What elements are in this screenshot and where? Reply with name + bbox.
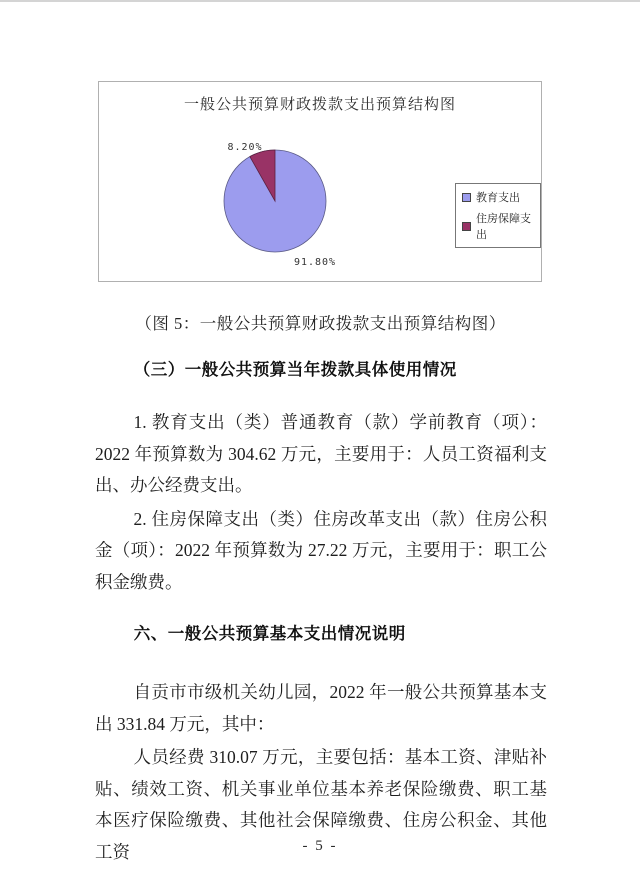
legend-swatch-housing <box>462 222 471 231</box>
pie-chart-panel <box>98 81 542 282</box>
paragraph-education-expense: 1. 教育支出（类）普通教育（款）学前教育（项）：2022 年预算数为 304.62 万元，主要用于：人员工资福利支出、办公经费支出。 <box>95 412 547 495</box>
chart-title: 一般公共预算财政拨款支出预算结构图 <box>183 97 456 113</box>
page-number: - 5 - <box>302 838 338 854</box>
paragraph-personnel-expense: 人员经费 310.07 万元，主要包括：基本工资、津贴补贴、绩效工资、机关事业单位基本养老保险缴费、职工基本医疗保险缴费、其他社会保障缴费、住房公积金、其他工资 <box>95 747 547 862</box>
section-6-heading: 六、一般公共预算基本支出情况说明 <box>133 625 406 643</box>
page-top-edge <box>0 0 640 2</box>
pie-label-housing: 8.20% <box>227 142 263 153</box>
document-body <box>95 312 547 868</box>
legend-label-housing: 住房保障支出 <box>476 213 531 241</box>
figure-caption: （图 5：一般公共预算财政拨款支出预算结构图） <box>135 314 506 333</box>
paragraph-housing-expense: 2. 住房保障支出（类）住房改革支出（款）住房公积金（项）：2022 年预算数为 27.22 万元，主要用于：职工公积金缴费。 <box>95 508 547 592</box>
legend-item-education <box>462 189 534 205</box>
legend-swatch-education <box>462 193 471 202</box>
pie-label-education: 91.80% <box>293 257 337 268</box>
chart-legend <box>455 183 541 248</box>
section-3-heading: （三）一般公共预算当年拨款具体使用情况 <box>133 361 457 379</box>
paragraph-basic-expense-total: 自贡市市级机关幼儿园，2022 年一般公共预算基本支出 331.84 万元，其中： <box>95 682 547 734</box>
legend-item-housing <box>462 210 534 242</box>
legend-label-education: 教育支出 <box>476 192 520 204</box>
